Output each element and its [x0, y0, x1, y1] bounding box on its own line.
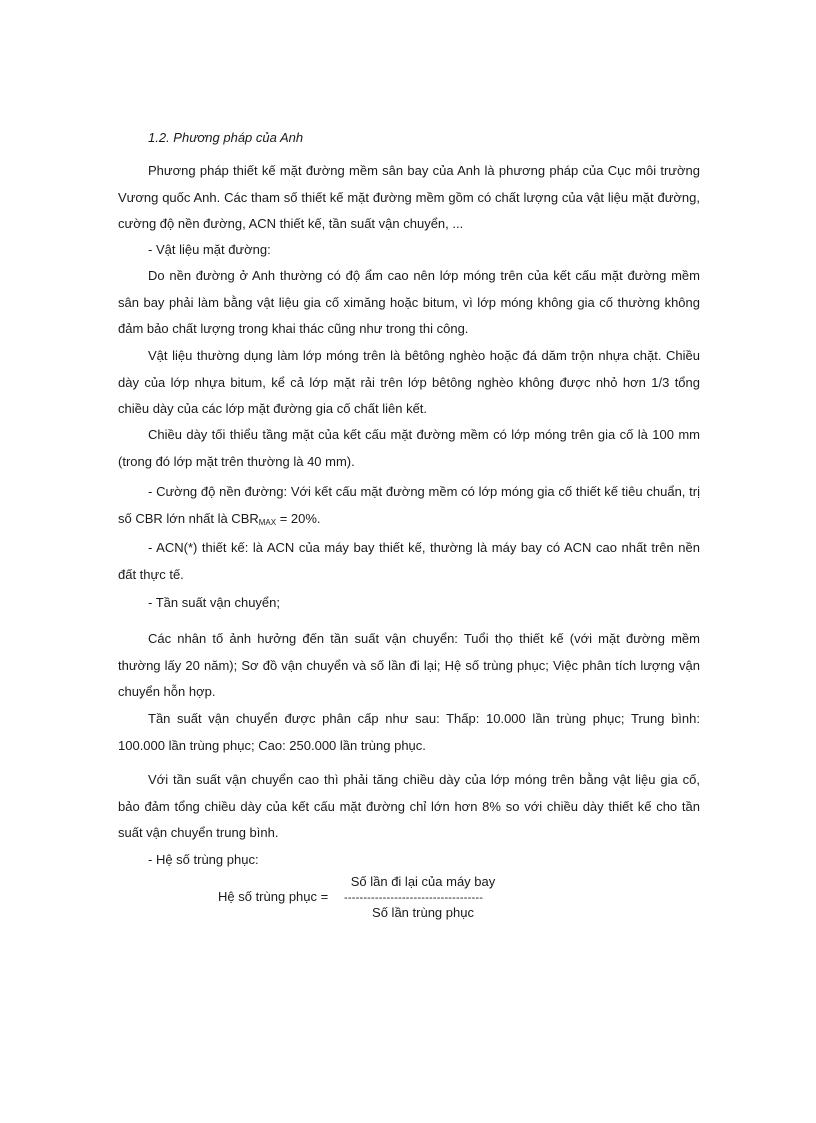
formula-label: Hệ số trùng phục =	[218, 889, 329, 904]
paragraph-frequency-factors: Các nhân tố ảnh hưởng đến tần suất vận chuyển: Tuổi thọ thiết kế (với mặt đường mềm thường lấy 20 năm); Sơ đồ vận chuyển và số lần đi lại; Hệ số trùng phục; Việc phân tích lượng vận chuyển hỗn hợp.	[118, 631, 700, 699]
paragraph-min-thickness: Chiều dày tối thiểu tầng mặt của kết cấu mặt đường mềm có lớp móng trên gia cố là 100 mm (trong đó lớp mặt trên thường là 40 mm).	[118, 427, 700, 469]
paragraph-frequency-levels: Tần suất vận chuyển được phân cấp như sau: Thấp: 10.000 lần trùng phục; Trung bình: 100.000 lần trùng phục; Cao: 250.000 lần trùng phục.	[118, 711, 700, 753]
paragraph-repetition-title: - Hệ số trùng phục:	[148, 852, 259, 867]
paragraph-subgrade-strength	[118, 479, 700, 536]
subgrade-text: - Cường độ nền đường: Với kết cấu mặt đường mềm có lớp móng gia cố thiết kế tiêu chuẩn, trị số CBR lớn nhất là CBR	[118, 484, 700, 526]
paragraph-materials-title: - Vật liệu mặt đường:	[148, 242, 271, 257]
paragraph-materials: Do nền đường ở Anh thường có độ ẩm cao nên lớp móng trên của kết cấu mặt đường mềm sân bay phải làm bằng vật liệu gia cố ximăng hoặc bitum, vì lớp móng không gia cố thường không đảm bảo chất lượng trong khai thác cũng như trong thi công.	[118, 268, 700, 336]
paragraph-high-frequency: Với tần suất vận chuyển cao thì phải tăng chiều dày của lớp móng trên bằng vật liệu gia cố, bảo đảm tổng chiều dày của kết cấu mặt đường chỉ lớn hơn 8% so với chiều dày thiết kế cho tần suất vận chuyển trung bình.	[118, 772, 700, 840]
section-heading: 1.2. Phương pháp của Anh	[148, 130, 304, 145]
formula-denominator: Số lần trùng phục	[372, 905, 474, 920]
cbr-value: = 20%.	[276, 510, 321, 526]
formula-numerator: Số lần đi lại của máy bay	[350, 874, 496, 889]
paragraph-frequency-title: - Tần suất vận chuyển;	[148, 595, 281, 610]
formula-divider: ------------------------------------	[344, 892, 484, 904]
cbr-subscript: MAX	[258, 517, 277, 527]
paragraph-acn: - ACN(*) thiết kế: là ACN của máy bay thiết kế, thường là máy bay có ACN cao nhất trên nền đất thực tế.	[118, 540, 700, 582]
paragraph-base-layer: Vật liệu thường dụng làm lớp móng trên là bêtông nghèo hoặc đá dăm trộn nhựa chặt. Chiều dày của lớp nhựa bitum, kể cả lớp mặt rải trên lớp bêtông nghèo không được nhỏ hơn 1/3 tổng chiều dày của các lớp mặt đường gia cố chất liên kết.	[118, 348, 700, 416]
paragraph-intro: Phương pháp thiết kế mặt đường mềm sân bay của Anh là phương pháp của Cục môi trường Vương quốc Anh. Các tham số thiết kế mặt đường mềm gồm có chất lượng của vật liệu mặt đường, cường độ nền đường, ACN thiết kế, tần suất vận chuyển, ...	[118, 163, 700, 231]
